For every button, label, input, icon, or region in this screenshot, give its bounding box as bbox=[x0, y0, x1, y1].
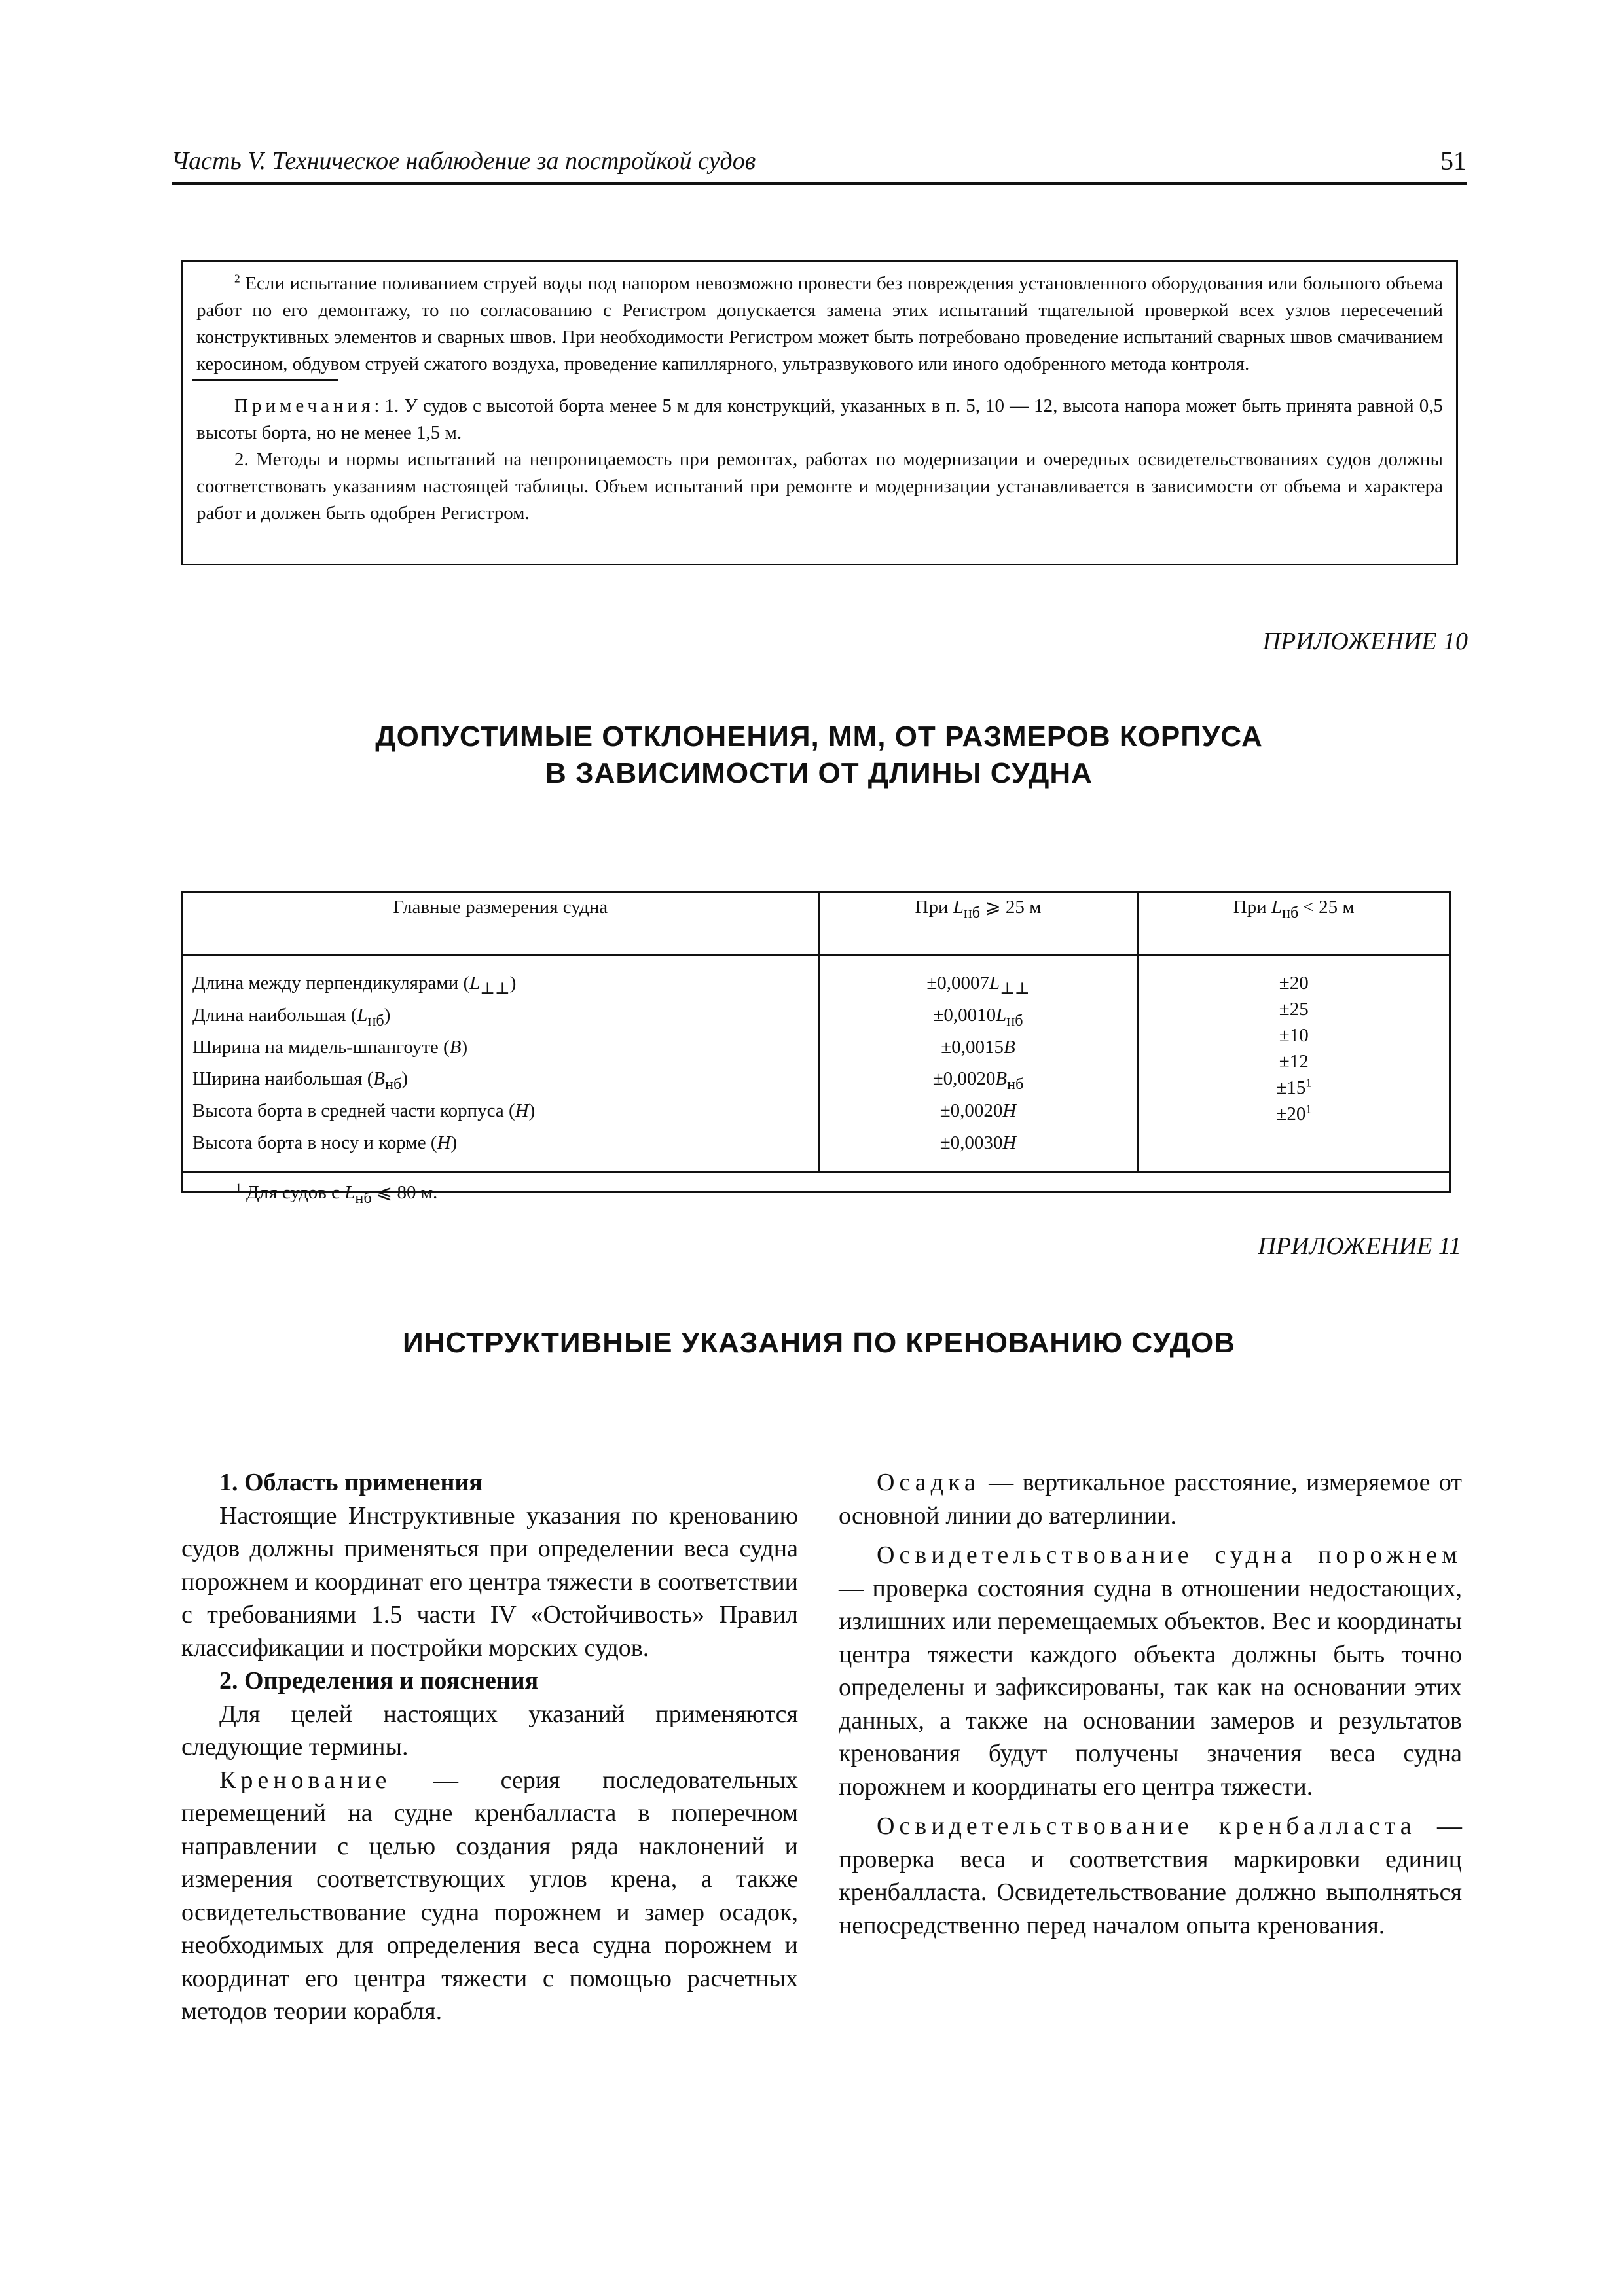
definition-ballast-survey bbox=[839, 1810, 1462, 1942]
header-length-lt-25: При $L_{нб} < 25$ м bbox=[1138, 893, 1449, 955]
tolerance-lt-value: ±10 bbox=[1279, 1025, 1309, 1046]
table-header-row bbox=[183, 893, 1449, 955]
tolerance-table bbox=[183, 893, 1449, 1171]
table-body-row bbox=[183, 955, 1449, 1171]
tolerance-lt-value: $\pm 20^1$ bbox=[1276, 1102, 1312, 1124]
tolerance-ge-value: $\pm 0,0010L_{нб}$ bbox=[933, 1004, 1023, 1030]
tolerance-ge-value: ±0,0015B bbox=[941, 1036, 1015, 1058]
table-footnote-mark: 1 bbox=[236, 1181, 242, 1194]
tolerance-lt-value: ±25 bbox=[1279, 999, 1309, 1020]
term-draught: Осадка bbox=[877, 1469, 980, 1496]
term-inclining: Кренование bbox=[219, 1766, 392, 1794]
table-footnote-symbol: L bbox=[344, 1181, 356, 1203]
table-footnote-suffix: ⩽ 80 м. bbox=[371, 1181, 438, 1203]
left-column bbox=[181, 1466, 798, 2028]
section-heading-1: 1. Область применения bbox=[219, 1469, 483, 1496]
scope-paragraph: Настоящие Инструктивные указания по кренованию судов должны применяться при определении веса судна порожнем и координат его центра тяжести в соответствии с требованиями 1.5 части IV «Остойчивость» Правил классификации и постройки морских судов. bbox=[181, 1501, 798, 1662]
dimension-name: Длина наибольшая $(L_{нб})$ bbox=[192, 1004, 391, 1030]
dimension-name: Ширина на мидель-шпангоуте (B) bbox=[192, 1036, 468, 1058]
running-header bbox=[172, 141, 1467, 185]
section-heading-2: 2. Определения и пояснения bbox=[219, 1667, 539, 1695]
def-ballast-survey: — проверка веса и соответствия маркировки единиц кренбалласта. Освидетельствование должно выполняться непосредственно перед началом опыта кренования. bbox=[839, 1812, 1462, 1939]
notes-label: Примечания bbox=[234, 395, 374, 416]
dimension-name: Высота борта в средней части корпуса (H) bbox=[192, 1100, 536, 1122]
def-draught: — вертикальное расстояние, измеряемое от основной линии до ватерлинии. bbox=[839, 1469, 1462, 1530]
footnote-paragraph bbox=[196, 270, 1443, 378]
tolerances-ge-25 bbox=[820, 970, 1137, 1162]
tolerance-lt-value: ±20 bbox=[1279, 973, 1309, 994]
appendix-10-label: ПРИЛОЖЕНИЕ 10 bbox=[1262, 628, 1468, 655]
appendix-11-title: ИНСТРУКТИВНЫЕ УКАЗАНИЯ ПО КРЕНОВАНИЮ СУДОВ bbox=[402, 1327, 1235, 1359]
footnote-text: Если испытание поливанием струей воды под напором невозможно провести без повреждения установленного оборудования или большого объема работ по его демонтажу, то по согласованию с Регистром допускается замена этих испытаний тщательной проверкой всех узлов пересечений конструктивных элементов и сварных швов. При необходимости Регистром может быть потребовано проведение испытаний сварных швов смачиванием керосином, обдувом струей сжатого воздуха, проведение капиллярного, ультразвукового или иного одобренного метода контроля. bbox=[196, 273, 1443, 374]
dimension-name: Высота борта в носу и корме (H) bbox=[192, 1132, 458, 1153]
note-1-text: : 1. У судов с высотой борта менее 5 м для конструкций, указанных в п. 5, 10 — 12, высота напора может быть принята равной 0,5 высоты борта, но не менее 1,5 м. bbox=[196, 395, 1443, 443]
footnote-rule bbox=[192, 379, 338, 381]
definition-draught bbox=[839, 1466, 1462, 1532]
tolerance-lt-value: ±12 bbox=[1279, 1051, 1309, 1072]
term-lightship-survey: Освидетельствование судна порожнем bbox=[877, 1541, 1462, 1569]
appendix-10-title-line2: В ЗАВИСИМОСТИ ОТ ДЛИНЫ СУДНА bbox=[545, 757, 1093, 789]
note-1 bbox=[196, 393, 1443, 446]
tolerance-ge-value: $\pm 0,0020B_{нб}$ bbox=[932, 1068, 1024, 1094]
note-2: 2. Методы и нормы испытаний на непроницаемость при ремонтах, работах по модернизации и очередных освидетельствованиях судов должны соответствовать указаниям настоящей таблицы. Объем испытаний при ремонте и модернизации устанавливается в зависимости от объема и характера работ и должен быть одобрен Регистром. bbox=[196, 449, 1443, 524]
appendix-11-label: ПРИЛОЖЕНИЕ 11 bbox=[1258, 1232, 1461, 1260]
header-length-ge-25: При $L_{нб}$ ⩾ 25 м bbox=[818, 893, 1138, 955]
appendix-10-title bbox=[172, 719, 1467, 792]
definitions-intro: Для целей настоящих указаний применяются следующие термины. bbox=[181, 1700, 798, 1761]
appendix-10-title-line1: ДОПУСТИМЫЕ ОТКЛОНЕНИЯ, ММ, ОТ РАЗМЕРОВ КОРПУСА bbox=[375, 721, 1263, 753]
tolerances-lt-25 bbox=[1140, 970, 1449, 1127]
header-main-dimensions: Главные размерения судна bbox=[183, 893, 818, 955]
definition-inclining bbox=[181, 1764, 798, 2028]
dimension-names-cell bbox=[183, 955, 818, 1171]
def-inclining: — серия последовательных перемещений на судне кренбалласта в поперечном направлении с целью создания ряда наклонений и измерения соответствующих углов крена, а также освидетельствование судна порожнем и замер осадок, необходимых для определения веса судна порожнем и координат его центра тяжести с помощью расчетных методов теории корабля. bbox=[181, 1766, 798, 2025]
table-footnote bbox=[183, 1171, 1449, 1214]
right-column bbox=[839, 1466, 1462, 1942]
tolerance-table-box bbox=[181, 891, 1451, 1207]
table-footnote-sub: нб bbox=[355, 1189, 372, 1207]
tolerance-ge-cell bbox=[818, 955, 1138, 1171]
def-lightship-survey: — проверка состояния судна в отношении недостающих, излишних или перемещаемых объектов. Вес и координаты центра тяжести каждого объекта должны быть точно определены и зафиксированы, так как на основании этих данных, а также на основании замеров и результатов кренования будут получены значения веса судна порожнем и координаты его центра тяжести. bbox=[839, 1574, 1462, 1801]
page-number: 51 bbox=[1440, 146, 1467, 175]
tolerance-lt-cell bbox=[1138, 955, 1449, 1171]
dimension-name: Длина между перпендикулярами $(L_{\perp\perp})$ bbox=[192, 973, 517, 997]
tolerance-ge-value: ±0,0020H bbox=[939, 1100, 1017, 1122]
tolerance-ge-value: $\pm 0,0007L_{\perp\perp}$ bbox=[926, 973, 1030, 997]
footnote-mark: 2 bbox=[234, 272, 240, 285]
dimension-name: Ширина наибольшая $(B_{нб})$ bbox=[192, 1068, 408, 1094]
tolerance-ge-value: ±0,0030H bbox=[939, 1132, 1017, 1153]
definition-lightship-survey bbox=[839, 1539, 1462, 1803]
dimension-names bbox=[192, 970, 817, 1162]
term-ballast-survey: Освидетельствование кренбалласта bbox=[877, 1812, 1416, 1840]
running-title: Часть V. Техническое наблюдение за постройкой судов bbox=[172, 147, 756, 175]
notes-box bbox=[181, 260, 1458, 565]
table-footnote-prefix: Для судов с bbox=[246, 1181, 345, 1203]
tolerance-lt-value: $\pm 15^1$ bbox=[1276, 1076, 1312, 1098]
